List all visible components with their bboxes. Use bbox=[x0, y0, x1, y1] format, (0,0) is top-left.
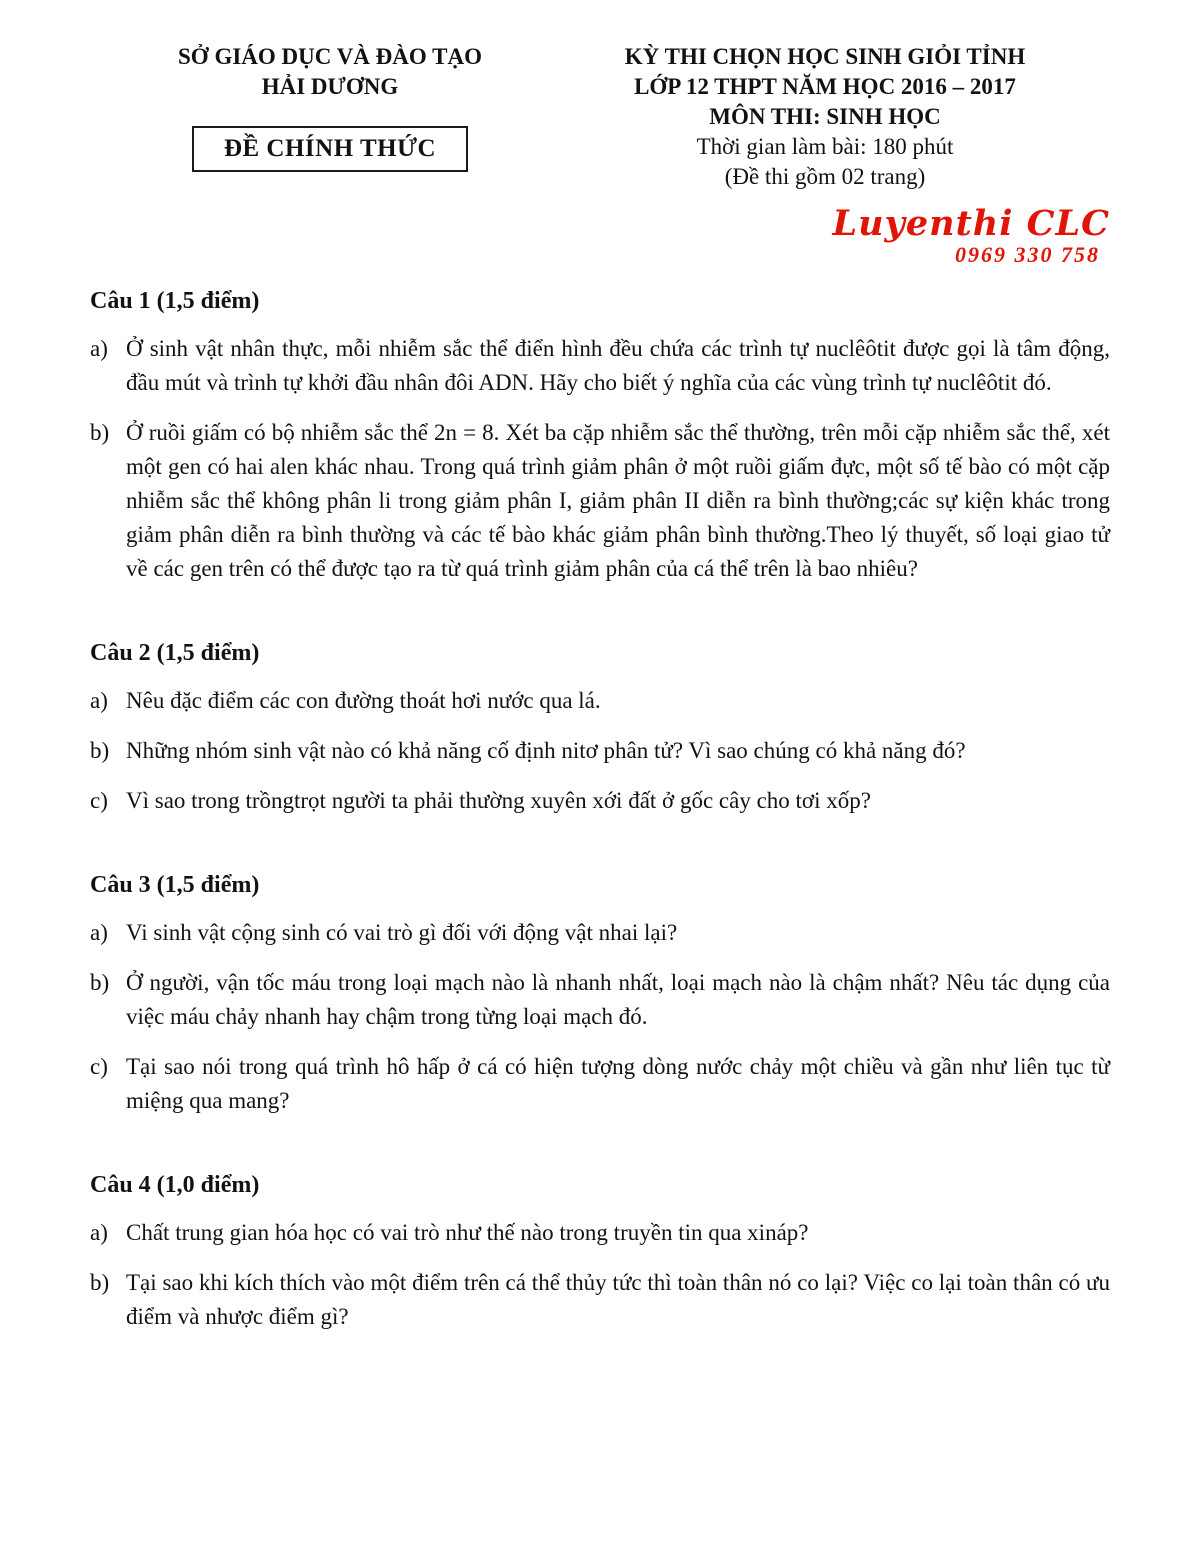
question-item-label: a) bbox=[90, 687, 108, 713]
question-item-text: Những nhóm sinh vật nào có khả năng cố định nitơ phân tử? Vì sao chúng có khả năng đó? bbox=[126, 737, 966, 763]
question-title: Câu 2 (1,5 điểm) bbox=[90, 639, 260, 666]
question-item-text: Nêu đặc điểm các con đường thoát hơi nước qua lá. bbox=[126, 687, 601, 713]
question-item-text: Vi sinh vật cộng sinh có vai trò gì đối với động vật nhai lại? bbox=[126, 919, 678, 945]
question-item-text: Chất trung gian hóa học có vai trò như thế nào trong truyền tin qua xináp? bbox=[126, 1219, 809, 1245]
question-item bbox=[90, 734, 1110, 768]
question-item bbox=[90, 1266, 1110, 1334]
question-item-label: b) bbox=[90, 969, 110, 995]
question-item-label: a) bbox=[90, 919, 108, 945]
question-item-text: Tại sao nói trong quá trình hô hấp ở cá có hiện tượng dòng nước chảy một chiều và gần như liên tục từ miệng qua mang? bbox=[126, 1053, 1110, 1113]
question-title: Câu 1 (1,5 điểm) bbox=[90, 287, 260, 314]
exam-header bbox=[90, 42, 1110, 192]
question-title: Câu 4 (1,0 điểm) bbox=[90, 1171, 260, 1198]
question-item bbox=[90, 784, 1110, 818]
question-item-text: Tại sao khi kích thích vào một điểm trên cá thể thủy tức thì toàn thân nó co lại? Việc co lại toàn thân có ưu điểm và nhược điểm gì? bbox=[126, 1269, 1110, 1329]
question-section bbox=[90, 284, 1110, 586]
question-item bbox=[90, 916, 1110, 950]
question-title: Câu 3 (1,5 điểm) bbox=[90, 871, 260, 898]
question-item bbox=[90, 332, 1110, 400]
exam-page-count: (Đề thi gồm 02 trang) bbox=[724, 164, 926, 189]
question-item-label: a) bbox=[90, 1219, 108, 1245]
question-item-label: c) bbox=[90, 1053, 108, 1079]
exam-subject: MÔN THI: SINH HỌC bbox=[709, 104, 941, 129]
exam-duration: Thời gian làm bài: 180 phút bbox=[696, 134, 954, 159]
question-item-label: a) bbox=[90, 335, 108, 361]
question-item-text: Ở sinh vật nhân thực, mỗi nhiễm sắc thể điển hình đều chứa các trình tự nuclêôtit được gọi là tâm động, đầu mút và trình tự khởi đầu nhân đôi ADN. Hãy cho biết ý nghĩa của các vùng trình tự nuclêôtit đó. bbox=[126, 335, 1110, 395]
official-exam-stamp: ĐỀ CHÍNH THỨC bbox=[192, 126, 468, 172]
question-item bbox=[90, 1050, 1110, 1118]
luyenthi-clc-logo bbox=[90, 203, 1110, 267]
question-item-text: Ở người, vận tốc máu trong loại mạch nào là nhanh nhất, loại mạch nào là chậm nhất? Nêu tác dụng của việc máu chảy nhanh hay chậm trong từng loại mạch đó. bbox=[126, 969, 1110, 1029]
header-exam-info-block bbox=[570, 42, 1110, 192]
questions-container bbox=[90, 284, 1110, 1334]
logo-brand-text: Luyenthi CLC bbox=[832, 203, 1110, 244]
question-item bbox=[90, 966, 1110, 1034]
question-item-label: c) bbox=[90, 787, 108, 813]
question-item-text: Ở ruồi giấm có bộ nhiễm sắc thể 2n = 8. Xét ba cặp nhiễm sắc thể thường, trên mỗi cặp nhiễm sắc thể, xét một gen có hai alen khác nhau. Trong quá trình giảm phân ở một ruồi giấm đực, một số tế bào có một cặp nhiễm sắc thể không phân li trong giảm phân I, giảm phân II diễn ra bình thường;các sự kiện khác trong giảm phân diễn ra bình thường và các tế bào khác giảm phân bình thường.Theo lý thuyết, số loại giao tử về các gen trên có thể được tạo ra từ quá trình giảm phân của cá thể trên là bao nhiêu? bbox=[126, 419, 1110, 581]
question-item-label: b) bbox=[90, 1269, 110, 1295]
question-item-text: Vì sao trong trồngtrọt người ta phải thường xuyên xới đất ở gốc cây cho tơi xốp? bbox=[126, 787, 871, 813]
question-item-label: b) bbox=[90, 419, 110, 445]
question-item bbox=[90, 1216, 1110, 1250]
logo-phone-number: 0969 330 758 bbox=[955, 241, 1100, 267]
exam-name: KỲ THI CHỌN HỌC SINH GIỎI TỈNH bbox=[624, 44, 1026, 69]
question-item-label: b) bbox=[90, 737, 110, 763]
issuer-province: HẢI DƯƠNG bbox=[261, 74, 399, 99]
question-section bbox=[90, 1168, 1110, 1334]
question-item bbox=[90, 416, 1110, 586]
header-issuer-block bbox=[90, 42, 570, 172]
exam-grade-year: LỚP 12 THPT NĂM HỌC 2016 – 2017 bbox=[634, 74, 1016, 99]
question-item bbox=[90, 684, 1110, 718]
question-section bbox=[90, 636, 1110, 818]
issuer-department: SỞ GIÁO DỤC VÀ ĐÀO TẠO bbox=[178, 44, 482, 69]
question-section bbox=[90, 868, 1110, 1118]
